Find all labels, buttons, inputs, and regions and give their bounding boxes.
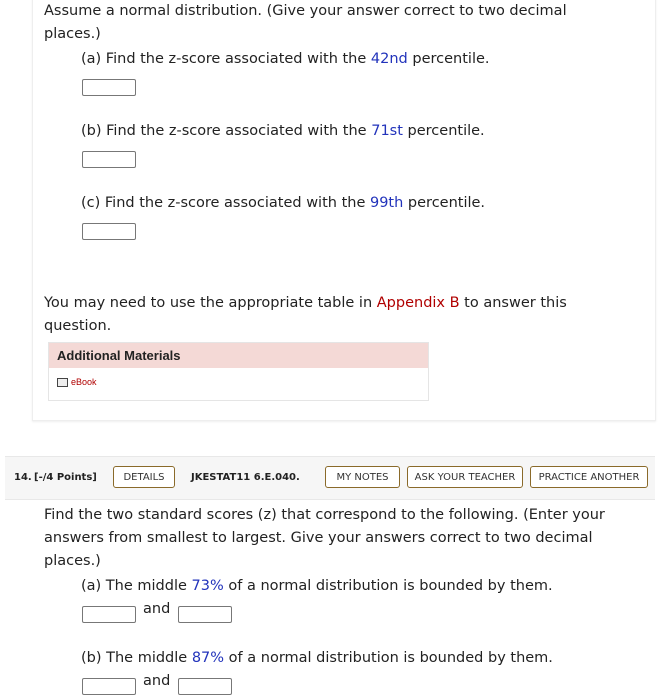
answer-input-14a-1[interactable] xyxy=(82,606,136,623)
highlight: 87% xyxy=(191,650,225,666)
q14-part-b xyxy=(81,650,553,666)
text: to answer this question. xyxy=(44,295,567,334)
text: (a) Find the z-score associated with the xyxy=(81,51,371,67)
text: of a normal distribution is bounded by them. xyxy=(224,650,553,666)
book-icon xyxy=(57,378,68,387)
answer-input-a[interactable] xyxy=(82,79,136,96)
text: percentile. xyxy=(403,195,486,211)
and-label: and xyxy=(143,601,171,617)
text: (b) The middle xyxy=(81,650,192,666)
question-code: JKESTAT11 6.E.040. xyxy=(191,472,300,483)
answer-input-14b-1[interactable] xyxy=(82,678,136,695)
practice-another-button[interactable]: PRACTICE ANOTHER xyxy=(530,466,648,488)
additional-materials-header: Additional Materials xyxy=(49,343,428,368)
answer-input-b[interactable] xyxy=(82,151,136,168)
text: (c) Find the z-score associated with the xyxy=(81,195,370,211)
highlight: 73% xyxy=(191,578,224,594)
text: percentile. xyxy=(407,51,490,67)
ebook-label: eBook xyxy=(71,377,97,387)
q13-note xyxy=(44,292,624,338)
q13-intro: Assume a normal distribution. (Give your answer correct to two decimal places.) xyxy=(44,3,567,42)
q14-intro: Find the two standard scores (z) that correspond to the following. (Enter your answers from smallest to largest. Give your answers correct to two decimal places.) xyxy=(44,507,605,569)
q14-part-a xyxy=(81,578,553,594)
details-button[interactable]: DETAILS xyxy=(113,466,175,488)
highlight: 99th xyxy=(369,195,404,211)
additional-materials xyxy=(48,342,429,401)
q13-part-c xyxy=(81,195,485,211)
ask-your-teacher-button[interactable]: ASK YOUR TEACHER xyxy=(407,466,523,488)
ebook-link[interactable] xyxy=(57,377,428,387)
text: (b) Find the z-score associated with the xyxy=(81,123,372,139)
answer-input-c[interactable] xyxy=(82,223,136,240)
highlight: 42nd xyxy=(370,51,408,67)
text: of a normal distribution is bounded by them. xyxy=(223,578,553,594)
points: [-/4 Points] xyxy=(34,472,97,483)
answer-input-14b-2[interactable] xyxy=(178,678,232,695)
answer-input-14a-2[interactable] xyxy=(178,606,232,623)
text: You may need to use the appropriate table in xyxy=(44,295,377,311)
question-14-header xyxy=(5,456,655,500)
highlight: 71st xyxy=(371,123,403,139)
q13-part-a xyxy=(81,51,490,67)
q13-part-b xyxy=(81,123,485,139)
my-notes-button[interactable]: MY NOTES xyxy=(325,466,400,488)
text: percentile. xyxy=(402,123,485,139)
appendix-b-link[interactable]: Appendix B xyxy=(376,295,460,311)
question-number: 14. xyxy=(14,472,32,483)
and-label: and xyxy=(143,673,171,689)
text: (a) The middle xyxy=(81,578,192,594)
